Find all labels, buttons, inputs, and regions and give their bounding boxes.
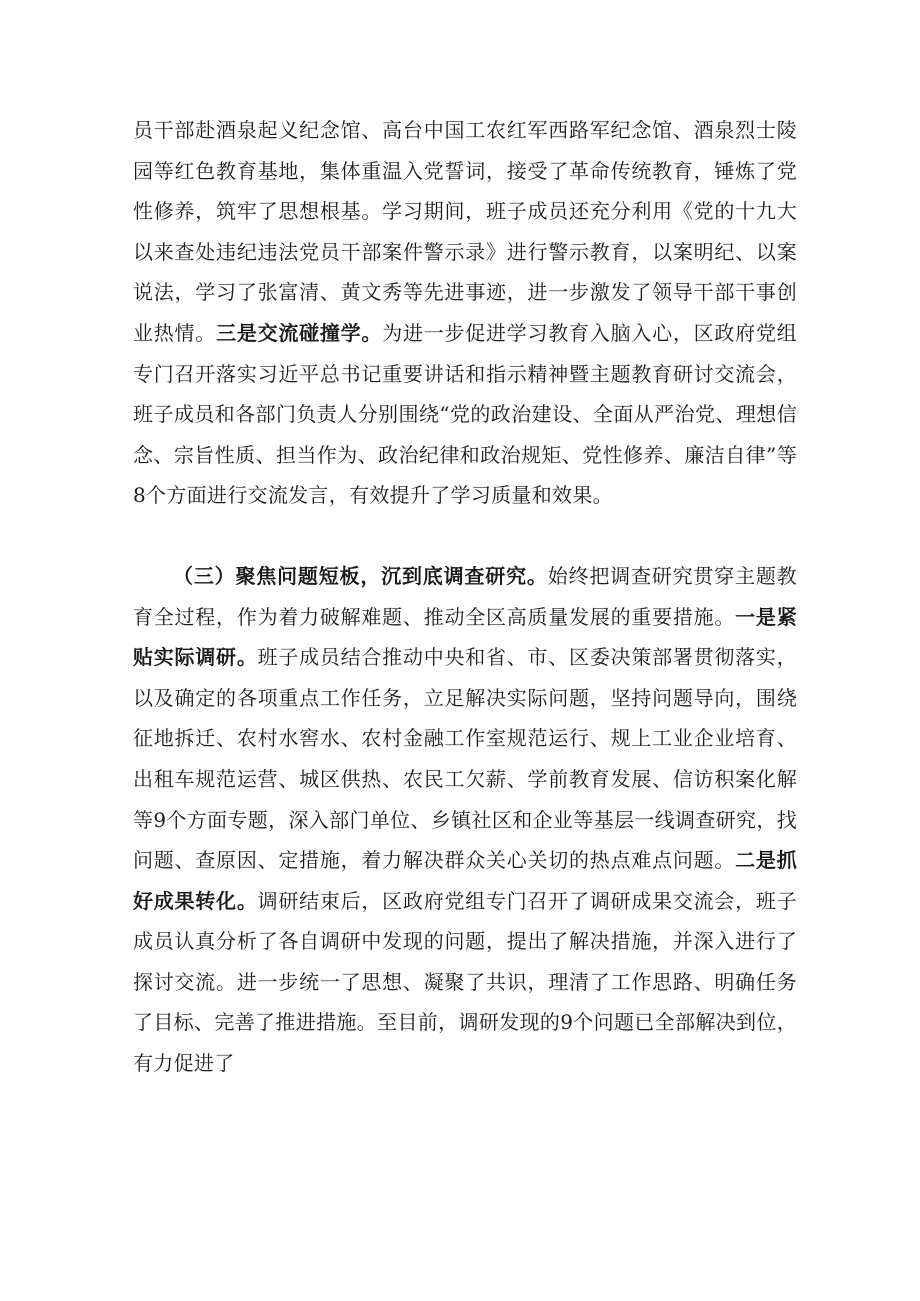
document-body: [133, 110, 797, 1084]
paragraph-research: [133, 556, 797, 1084]
paragraph-text: 始终把调查研究贯穿主题教育全过程，作为着力破解难题、推动全区高质量发展的重要措施。: [133, 563, 797, 629]
bold-heading-research: 一是紧贴实际调研。: [133, 604, 798, 670]
paragraph-study-education: [133, 110, 797, 516]
paragraph-text: 员干部赴酒泉起义纪念馆、高台中国工农红军西路军纪念馆、酒泉烈士陵园等红色教育基地，集体重温入党誓词，接受了革命传统教育，锤炼了党性修养，筑牢了思想根基。学习期间，班子成员还充分利用《党的十九大以来查处违纪违法党员干部案件警示录》进行警示教育，以案明纪、以案说法，学习了张富清、黄文秀等先进事迹，进一步激发了领导干部干事创业热情。: [133, 118, 797, 345]
paragraph-text: 调研结束后，区政府党组专门召开了调研成果交流会，班子成员认真分析了各自调研中发现的问题，提出了解决措施，并深入进行了探讨交流。进一步统一了思想、凝聚了共识，理清了工作思路、明确任务了目标、完善了推进措施。至目前，调研发现的9个问题已全部解决到位，有力促进了: [133, 888, 797, 1076]
section-heading: （三）聚焦问题短板，沉到底调查研究。: [173, 563, 548, 588]
paragraph-text: 班子成员结合推动中央和省、市、区委决策部署贯彻落实，以及确定的各项重点工作任务，立足解决实际问题，坚持问题导向，围绕征地拆迁、农村水窖水、农村金融工作室规范运行、规上工业企业培育、出租车规范运营、城区供热、农民工欠薪、学前教育发展、信访积案化解等9个方面专题，深入部门单位、乡镇社区和企业等基层一线调查研究，找问题、查原因、定措施，着力解决群众关心关切的热点难点问题。: [133, 645, 797, 873]
bold-heading-exchange: 三是交流碰撞学。: [216, 320, 383, 345]
paragraph-text: 为进一步促进学习教育入脑入心，区政府党组专门召开落实习近平总书记重要讲话和指示精神暨主题教育研讨交流会，班子成员和各部门负责人分别围绕“党的政治建设、全面从严治党、理想信念、宗旨性质、担当作为、政治纪律和政治规矩、党性修养、廉洁自律”等8个方面进行交流发言，有效提升了学习质量和效果。: [133, 320, 798, 508]
bold-heading-results: 二是抓好成果转化。: [133, 848, 798, 913]
